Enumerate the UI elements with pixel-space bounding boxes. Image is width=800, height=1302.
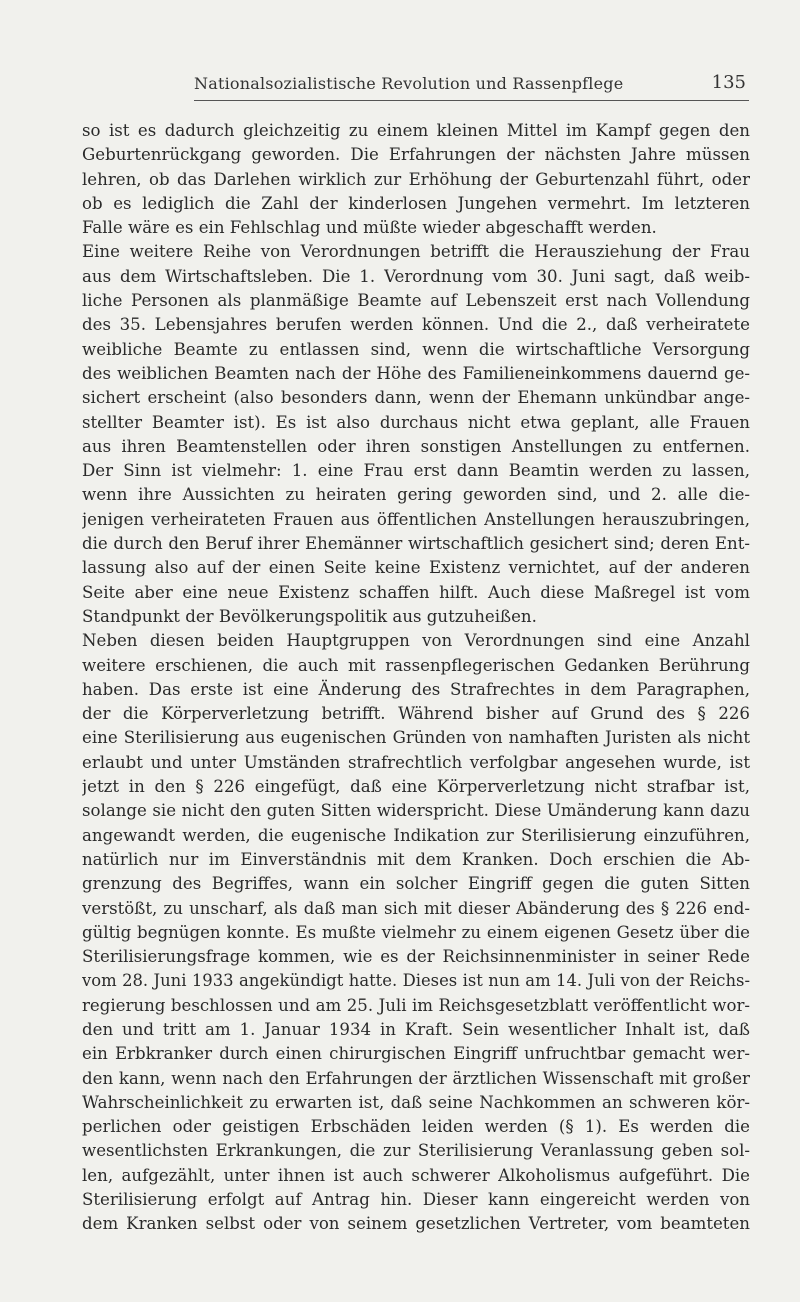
text-line: regierung beschlossen und am 25. Juli im Reichsgesetzblatt veröffentlicht wor- (82, 995, 750, 1015)
text-line: haben. Das erste ist eine Änderung des Strafrechtes in dem Paragraphen, (82, 679, 750, 699)
page-number: 135 (711, 72, 746, 93)
text-line: so ist es dadurch gleichzeitig zu einem kleinen Mittel im Kampf gegen den (82, 121, 750, 140)
text-line: angewandt werden, die eugenische Indikation zur Sterilisierung einzuführen, (82, 825, 750, 845)
text-line: Eine weitere Reihe von Verordnungen betrifft die Herausziehung der Frau (82, 242, 750, 262)
text-line: aus dem Wirtschaftsleben. Die 1. Verordnung vom 30. Juni sagt, daß weib- (82, 266, 750, 286)
text-line: natürlich nur im Einverständnis mit dem Kranken. Doch erschien die Ab- (82, 849, 750, 869)
text-line: Falle wäre es ein Fehlschlag und müßte wieder abgeschafft werden. (82, 218, 657, 238)
body-text (82, 119, 750, 1237)
text-line: des 35. Lebensjahres berufen werden können. Und die 2., daß verheiratete (82, 315, 750, 335)
text-line: ob es lediglich die Zahl der kinderlosen Jungehen vermehrt. Im letzteren (82, 193, 750, 213)
text-line: Seite aber eine neue Existenz schaffen hilft. Auch diese Maßregel ist vom (82, 582, 750, 602)
text-line: wenn ihre Aussichten zu heiraten gering geworden sind, und 2. alle die- (82, 485, 750, 505)
text-line: liche Personen als planmäßige Beamte auf Lebenszeit erst nach Vollendung (82, 291, 750, 311)
text-line: stellter Beamter ist). Es ist also durchaus nicht etwa geplant, alle Frauen (82, 412, 750, 432)
text-line: gültig begnügen konnte. Es mußte vielmehr zu einem eigenen Gesetz über die (82, 922, 750, 942)
text-line: vom 28. Juni 1933 angekündigt hatte. Dieses ist nun am 14. Juli von der Reichs- (82, 971, 750, 991)
text-line: solange sie nicht den guten Sitten widerspricht. Diese Umänderung kann dazu (82, 801, 750, 821)
text-line: erlaubt und unter Umständen strafrechtlich verfolgbar angesehen wurde, ist (82, 752, 750, 772)
text-line: wesentlichsten Erkrankungen, die zur Sterilisierung Veranlassung geben sol- (82, 1141, 750, 1161)
text-line: der die Körperverletzung betrifft. Während bisher auf Grund des § 226 (82, 704, 750, 724)
text-line: weitere erschienen, die auch mit rassenpflegerischen Gedanken Berührung (82, 655, 750, 675)
header-rule (194, 100, 749, 101)
text-line: Der Sinn ist vielmehr: 1. eine Frau erst dann Beamtin werden zu lassen, (82, 461, 750, 481)
page-header (194, 74, 749, 100)
text-line: Sterilisierungsfrage kommen, wie es der Reichsinnenminister in seiner Rede (82, 947, 750, 967)
text-line: jenigen verheirateten Frauen aus öffentlichen Anstellungen herauszubringen, (82, 509, 750, 529)
text-line: grenzung des Begriffes, wann ein solcher Eingriff gegen die guten Sitten (82, 874, 750, 894)
text-line: den und tritt am 1. Januar 1934 in Kraft. Sein wesentlicher Inhalt ist, daß (82, 1019, 750, 1039)
text-line: lehren, ob das Darlehen wirklich zur Erhöhung der Geburtenzahl führt, oder (82, 169, 750, 189)
text-line: perlichen oder geistigen Erbschäden leiden werden (§ 1). Es werden die (82, 1117, 750, 1137)
text-line: lassung also auf der einen Seite keine Existenz vernichtet, auf der anderen (82, 558, 750, 578)
text-line: jetzt in den § 226 eingefügt, daß eine Körperverletzung nicht strafbar ist, (82, 777, 750, 797)
text-line: Sterilisierung erfolgt auf Antrag hin. Dieser kann eingereicht werden von (82, 1190, 750, 1210)
running-head: Nationalsozialistische Revolution und Rassenpflege (194, 74, 624, 93)
text-line: des weiblichen Beamten nach der Höhe des Familieneinkommens dauernd ge- (82, 363, 750, 383)
text-line: weibliche Beamte zu entlassen sind, wenn die wirtschaftliche Versorgung (82, 339, 750, 359)
text-line: die durch den Beruf ihrer Ehemänner wirtschaftlich gesichert sind; deren Ent- (82, 534, 750, 554)
text-line: ein Erbkranker durch einen chirurgischen Eingriff unfruchtbar gemacht wer- (82, 1044, 750, 1064)
text-line: Standpunkt der Bevölkerungspolitik aus gutzuheißen. (82, 606, 537, 626)
text-line: Wahrscheinlichkeit zu erwarten ist, daß seine Nachkommen an schweren kör- (82, 1092, 750, 1112)
text-line: verstößt, zu unscharf, als daß man sich mit dieser Abänderung des § 226 end- (82, 898, 750, 918)
text-line: sichert erscheint (also besonders dann, wenn der Ehemann unkündbar ange- (82, 388, 750, 408)
text-line: aus ihren Beamtenstellen oder ihren sonstigen Anstellungen zu entfernen. (82, 436, 750, 456)
text-line: den kann, wenn nach den Erfahrungen der ärztlichen Wissenschaft mit großer (82, 1068, 750, 1088)
text-line: Geburtenrückgang geworden. Die Erfahrungen der nächsten Jahre müssen (82, 145, 750, 165)
text-line: eine Sterilisierung aus eugenischen Gründen von namhaften Juristen als nicht (82, 728, 750, 748)
text-line: len, aufgezählt, unter ihnen ist auch schwerer Alkoholismus aufgeführt. Die (82, 1165, 750, 1185)
text-line: Neben diesen beiden Hauptgruppen von Verordnungen sind eine Anzahl (82, 631, 750, 651)
text-line: dem Kranken selbst oder von seinem gesetzlichen Vertreter, vom beamteten (82, 1214, 750, 1234)
